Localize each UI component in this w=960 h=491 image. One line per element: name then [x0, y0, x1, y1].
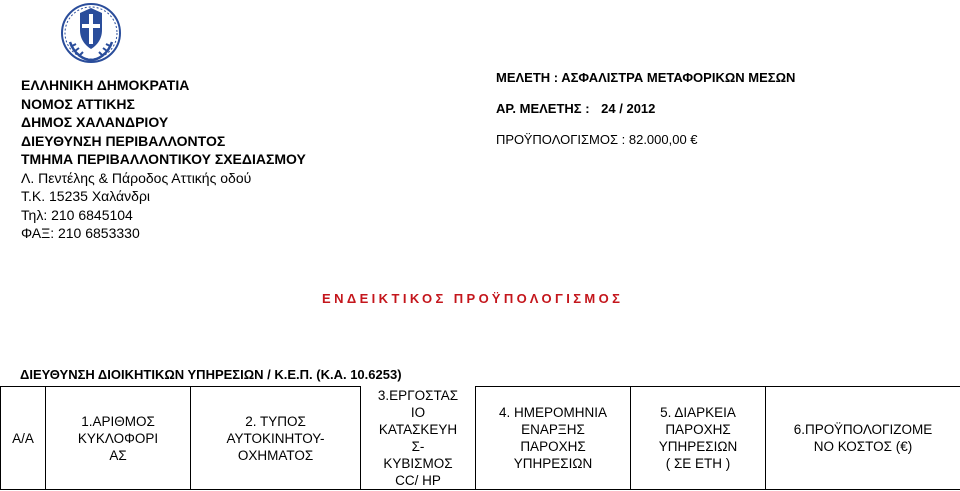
col-estimated-cost: 6.ΠΡΟΫΠΟΛΟΓΙΖΟΜΕ ΝΟ ΚΟΣΤΟΣ (€): [766, 387, 960, 490]
authority-line-5: ΤΜΗΜΑ ΠΕΡΙΒΑΛΛΟΝΤΙΚΟΥ ΣΧΕΔΙΑΣΜΟΥ: [21, 151, 306, 167]
col-manufacturer: 3.ΕΡΓΟΣΤΑΣ ΙΟ ΚΑΤΑΣΚΕΥΗ Σ- ΚΥΒΙΣΜΟΣ CC/ HP: [361, 387, 476, 490]
authority-address: Λ. Πεντέλης & Πάροδος Αττικής οδού: [21, 169, 252, 186]
budget-label: ΠΡΟΫΠΟΛΟΓΙΣΜΟΣ :: [496, 132, 626, 147]
study-number-label: ΑΡ. ΜΕΛΕΤΗΣ :: [496, 101, 590, 116]
budget-table-header: [0, 386, 960, 490]
section-heading: ΔΙΕΥΘΥΝΣΗ ΔΙΟΙΚΗΤΙΚΩΝ ΥΠΗΡΕΣΙΩΝ / Κ.Ε.Π. (Κ.Α. 10.6253): [20, 367, 402, 382]
study-title: ΜΕΛΕΤΗ : ΑΣΦΑΛΙΣΤΡΑ ΜΕΤΑΦΟΡΙΚΩΝ ΜΕΣΩΝ: [496, 70, 796, 85]
budget-value: 82.000,00 €: [628, 132, 698, 147]
authority-header: [21, 76, 306, 243]
authority-line-3: ΔΗΜΟΣ ΧΑΛΑΝΔΡΙΟΥ: [21, 114, 169, 130]
col-start-date: 4. ΗΜΕΡΟΜΗΝΙΑ ΕΝΑΡΞΗΣ ΠΑΡΟΧΗΣ ΥΠΗΡΕΣΙΩΝ: [476, 387, 631, 490]
col-vehicle-type: 2. ΤΥΠΟΣ ΑΥΤΟΚΙΝΗΤΟΥ- ΟΧΗΜΑΤΟΣ: [191, 387, 361, 490]
greek-coat-of-arms-icon: [60, 2, 122, 64]
authority-phone: Τηλ: 210 6845104: [21, 206, 133, 223]
study-number-value: 24 / 2012: [601, 101, 656, 116]
col-duration: 5. ΔΙΑΡΚΕΙΑ ΠΑΡΟΧΗΣ ΥΠΗΡΕΣΙΩΝ ( ΣΕ ΕΤΗ ): [631, 387, 766, 490]
authority-postal: Τ.Κ. 15235 Χαλάνδρι: [21, 188, 151, 204]
col-aa: Α/Α: [1, 387, 46, 490]
authority-line-1: ΕΛΛΗΝΙΚΗ ΔΗΜΟΚΡΑΤΙΑ: [21, 77, 190, 93]
authority-line-2: ΝΟΜΟΣ ΑΤΤΙΚΗΣ: [21, 95, 135, 112]
authority-fax: ΦΑΞ: 210 6853330: [21, 225, 140, 241]
authority-line-4: ΔΙΕΥΘΥΝΣΗ ΠΕΡΙΒΑΛΛΟΝΤΟΣ: [21, 132, 226, 149]
document-title: ΕΝΔΕΙΚΤΙΚΟΣ ΠΡΟΫΠΟΛΟΓΙΣΜΟΣ: [322, 291, 624, 306]
col-plate-number: 1.ΑΡΙΘΜΟΣ ΚΥΚΛΟΦΟΡΙ ΑΣ: [46, 387, 191, 490]
